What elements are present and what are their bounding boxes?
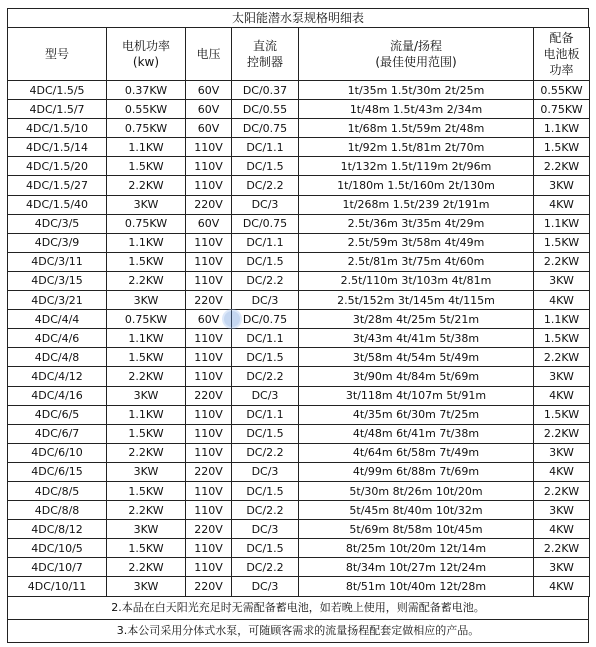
header-model: 型号: [8, 28, 107, 81]
table-row: [8, 520, 590, 539]
cell-model: 4DC/10/7: [8, 558, 107, 577]
cell-model: 4DC/3/9: [8, 233, 107, 252]
cell-flow-head: 1t/35m 1.5t/30m 2t/25m: [299, 81, 534, 100]
header-voltage: 电压: [186, 28, 232, 81]
cell-voltage: 220V: [186, 195, 232, 214]
cell-voltage: 60V: [186, 310, 232, 329]
cell-flow-head: 3t/90m 4t/84m 5t/69m: [299, 367, 534, 386]
cell-dc-controller: DC/1.1: [232, 405, 299, 424]
cell-dc-controller: DC/0.75: [232, 310, 299, 329]
table-row: [8, 558, 590, 577]
cell-flow-head: 3t/43m 4t/41m 5t/38m: [299, 329, 534, 348]
cell-flow-head: 2.5t/59m 3t/58m 4t/49m: [299, 233, 534, 252]
header-motor-power: 电机功率 (kw): [107, 28, 186, 81]
cell-motor-power: 0.55KW: [107, 100, 186, 119]
cell-motor-power: 1.5KW: [107, 539, 186, 558]
cell-flow-head: 1t/180m 1.5t/160m 2t/130m: [299, 176, 534, 195]
cell-flow-head: 4t/48m 6t/41m 7t/38m: [299, 424, 534, 443]
cell-voltage: 60V: [186, 119, 232, 138]
cell-voltage: 110V: [186, 558, 232, 577]
cell-panel-power: 3KW: [534, 558, 590, 577]
cell-voltage: 60V: [186, 214, 232, 233]
cell-voltage: 110V: [186, 176, 232, 195]
cell-model: 4DC/1.5/14: [8, 138, 107, 157]
cell-model: 4DC/6/10: [8, 443, 107, 462]
cell-dc-controller: DC/2.2: [232, 176, 299, 195]
cell-panel-power: 4KW: [534, 386, 590, 405]
cell-model: 4DC/3/15: [8, 271, 107, 290]
cell-motor-power: 3KW: [107, 577, 186, 596]
cell-motor-power: 3KW: [107, 462, 186, 481]
spec-table: [7, 27, 590, 597]
table-row: [8, 119, 590, 138]
cell-voltage: 110V: [186, 405, 232, 424]
cell-model: 4DC/6/15: [8, 462, 107, 481]
cell-dc-controller: DC/3: [232, 577, 299, 596]
cell-dc-controller: DC/1.5: [232, 252, 299, 271]
table-row: [8, 157, 590, 176]
table-row: [8, 329, 590, 348]
cell-flow-head: 2.5t/152m 3t/145m 4t/115m: [299, 291, 534, 310]
cell-dc-controller: DC/1.5: [232, 424, 299, 443]
cell-panel-power: 1.1KW: [534, 119, 590, 138]
cell-model: 4DC/1.5/27: [8, 176, 107, 195]
table-row: [8, 577, 590, 596]
cell-flow-head: 3t/58m 4t/54m 5t/49m: [299, 348, 534, 367]
cell-model: 4DC/1.5/40: [8, 195, 107, 214]
cell-voltage: 60V: [186, 100, 232, 119]
cell-panel-power: 3KW: [534, 501, 590, 520]
table-row: [8, 424, 590, 443]
cell-panel-power: 2.2KW: [534, 424, 590, 443]
cell-model: 4DC/6/7: [8, 424, 107, 443]
cell-dc-controller: DC/1.5: [232, 481, 299, 500]
table-row: [8, 252, 590, 271]
cell-model: 4DC/1.5/5: [8, 81, 107, 100]
cell-flow-head: 8t/34m 10t/27m 12t/24m: [299, 558, 534, 577]
spec-sheet: [7, 8, 589, 643]
cell-flow-head: 5t/45m 8t/40m 10t/32m: [299, 501, 534, 520]
cell-dc-controller: DC/1.1: [232, 138, 299, 157]
cell-flow-head: 8t/51m 10t/40m 12t/28m: [299, 577, 534, 596]
table-row: [8, 501, 590, 520]
cell-motor-power: 3KW: [107, 291, 186, 310]
cell-dc-controller: DC/0.75: [232, 214, 299, 233]
cell-motor-power: 3KW: [107, 195, 186, 214]
cell-flow-head: 8t/25m 10t/20m 12t/14m: [299, 539, 534, 558]
cell-voltage: 60V: [186, 81, 232, 100]
cell-dc-controller: DC/3: [232, 195, 299, 214]
cell-dc-controller: DC/1.5: [232, 539, 299, 558]
cell-panel-power: 4KW: [534, 291, 590, 310]
cell-model: 4DC/4/12: [8, 367, 107, 386]
cell-model: 4DC/10/5: [8, 539, 107, 558]
cell-motor-power: 2.2KW: [107, 176, 186, 195]
cell-panel-power: 1.5KW: [534, 233, 590, 252]
cell-panel-power: 3KW: [534, 176, 590, 195]
cell-panel-power: 2.2KW: [534, 157, 590, 176]
cell-dc-controller: DC/1.1: [232, 329, 299, 348]
cell-dc-controller: DC/2.2: [232, 271, 299, 290]
cell-flow-head: 1t/92m 1.5t/81m 2t/70m: [299, 138, 534, 157]
cell-motor-power: 1.1KW: [107, 329, 186, 348]
cell-voltage: 110V: [186, 157, 232, 176]
cell-panel-power: 3KW: [534, 443, 590, 462]
cell-dc-controller: DC/2.2: [232, 367, 299, 386]
cell-panel-power: 2.2KW: [534, 252, 590, 271]
cell-voltage: 220V: [186, 520, 232, 539]
cell-voltage: 220V: [186, 462, 232, 481]
table-body: [8, 81, 590, 597]
cell-model: 4DC/4/8: [8, 348, 107, 367]
cell-voltage: 110V: [186, 501, 232, 520]
cell-voltage: 110V: [186, 252, 232, 271]
cell-voltage: 110V: [186, 233, 232, 252]
table-row: [8, 195, 590, 214]
cell-dc-controller: DC/2.2: [232, 558, 299, 577]
cell-voltage: 110V: [186, 424, 232, 443]
cell-panel-power: 1.5KW: [534, 329, 590, 348]
cell-motor-power: 0.75KW: [107, 119, 186, 138]
table-row: [8, 291, 590, 310]
cell-model: 4DC/8/5: [8, 481, 107, 500]
note-battery: 2.本品在白天阳光充足时无需配备蓄电池，如若晚上使用，则需配备蓄电池。: [111, 600, 485, 614]
table-row: [8, 214, 590, 233]
cell-flow-head: 2.5t/110m 3t/103m 4t/81m: [299, 271, 534, 290]
cell-dc-controller: DC/3: [232, 462, 299, 481]
cell-voltage: 110V: [186, 138, 232, 157]
table-row: [8, 443, 590, 462]
cell-panel-power: 4KW: [534, 577, 590, 596]
cell-panel-power: 2.2KW: [534, 481, 590, 500]
cell-dc-controller: DC/0.55: [232, 100, 299, 119]
table-row: [8, 138, 590, 157]
cell-panel-power: 2.2KW: [534, 539, 590, 558]
cell-motor-power: 2.2KW: [107, 367, 186, 386]
cell-panel-power: 1.1KW: [534, 214, 590, 233]
cell-motor-power: 1.5KW: [107, 481, 186, 500]
cell-voltage: 110V: [186, 539, 232, 558]
cell-motor-power: 2.2KW: [107, 271, 186, 290]
cell-model: 4DC/4/6: [8, 329, 107, 348]
table-row: [8, 100, 590, 119]
cell-motor-power: 2.2KW: [107, 501, 186, 520]
cell-dc-controller: DC/3: [232, 291, 299, 310]
cell-flow-head: 3t/118m 4t/107m 5t/91m: [299, 386, 534, 405]
cell-panel-power: 3KW: [534, 271, 590, 290]
cell-motor-power: 1.1KW: [107, 138, 186, 157]
table-row: [8, 462, 590, 481]
cell-voltage: 110V: [186, 329, 232, 348]
cell-panel-power: 4KW: [534, 520, 590, 539]
table-row: [8, 405, 590, 424]
cell-motor-power: 1.1KW: [107, 405, 186, 424]
cell-dc-controller: DC/1.5: [232, 157, 299, 176]
table-row: [8, 348, 590, 367]
cell-model: 4DC/8/12: [8, 520, 107, 539]
cell-model: 4DC/4/4: [8, 310, 107, 329]
cell-flow-head: 1t/132m 1.5t/119m 2t/96m: [299, 157, 534, 176]
cell-motor-power: 3KW: [107, 386, 186, 405]
cell-flow-head: 1t/48m 1.5t/43m 2/34m: [299, 100, 534, 119]
cell-voltage: 110V: [186, 348, 232, 367]
cell-panel-power: 0.55KW: [534, 81, 590, 100]
cell-motor-power: 0.75KW: [107, 310, 186, 329]
cell-flow-head: 5t/69m 8t/58m 10t/45m: [299, 520, 534, 539]
cell-voltage: 220V: [186, 386, 232, 405]
header-flow-head: 流量/扬程 (最佳使用范围): [299, 28, 534, 81]
cell-dc-controller: DC/1.5: [232, 348, 299, 367]
cell-voltage: 110V: [186, 443, 232, 462]
cell-motor-power: 2.2KW: [107, 443, 186, 462]
cell-model: 4DC/1.5/20: [8, 157, 107, 176]
cell-motor-power: 0.37KW: [107, 81, 186, 100]
notes: [7, 597, 589, 643]
cell-flow-head: 1t/68m 1.5t/59m 2t/48m: [299, 119, 534, 138]
cell-voltage: 110V: [186, 271, 232, 290]
cell-model: 4DC/4/16: [8, 386, 107, 405]
cell-flow-head: 3t/28m 4t/25m 5t/21m: [299, 310, 534, 329]
cell-model: 4DC/1.5/7: [8, 100, 107, 119]
cell-flow-head: 4t/35m 6t/30m 7t/25m: [299, 405, 534, 424]
table-row: [8, 481, 590, 500]
cell-model: 4DC/3/11: [8, 252, 107, 271]
table-row: [8, 539, 590, 558]
cell-motor-power: 1.5KW: [107, 252, 186, 271]
cell-flow-head: 1t/268m 1.5t/239 2t/191m: [299, 195, 534, 214]
cell-flow-head: 5t/30m 8t/26m 10t/20m: [299, 481, 534, 500]
table-title: 太阳能潜水泵规格明细表: [7, 8, 589, 27]
table-row: [8, 176, 590, 195]
cell-voltage: 110V: [186, 367, 232, 386]
cell-dc-controller: DC/0.75: [232, 119, 299, 138]
cell-model: 4DC/6/5: [8, 405, 107, 424]
cell-model: 4DC/3/5: [8, 214, 107, 233]
cell-motor-power: 3KW: [107, 520, 186, 539]
cell-model: 4DC/3/21: [8, 291, 107, 310]
cell-dc-controller: DC/2.2: [232, 501, 299, 520]
cell-motor-power: 1.5KW: [107, 348, 186, 367]
table-row: [8, 386, 590, 405]
cell-motor-power: 1.1KW: [107, 233, 186, 252]
cell-panel-power: 2.2KW: [534, 348, 590, 367]
cell-voltage: 110V: [186, 481, 232, 500]
cell-flow-head: 4t/64m 6t/58m 7t/49m: [299, 443, 534, 462]
cell-dc-controller: DC/3: [232, 520, 299, 539]
cell-dc-controller: DC/3: [232, 386, 299, 405]
cell-voltage: 220V: [186, 577, 232, 596]
cell-motor-power: 1.5KW: [107, 157, 186, 176]
cell-panel-power: 3KW: [534, 367, 590, 386]
cell-motor-power: 1.5KW: [107, 424, 186, 443]
table-row: [8, 233, 590, 252]
table-row: [8, 271, 590, 290]
cell-motor-power: 2.2KW: [107, 558, 186, 577]
cell-dc-controller: DC/0.37: [232, 81, 299, 100]
cell-panel-power: 4KW: [534, 462, 590, 481]
table-row: [8, 310, 590, 329]
cell-panel-power: 4KW: [534, 195, 590, 214]
cell-model: 4DC/1.5/10: [8, 119, 107, 138]
table-row: [8, 81, 590, 100]
cell-model: 4DC/10/11: [8, 577, 107, 596]
cell-panel-power: 1.5KW: [534, 405, 590, 424]
cell-voltage: 220V: [186, 291, 232, 310]
header-panel-power: 配备 电池板 功率: [534, 28, 590, 81]
cell-flow-head: 4t/99m 6t/88m 7t/69m: [299, 462, 534, 481]
header-dc-controller: 直流 控制器: [232, 28, 299, 81]
cell-flow-head: 2.5t/36m 3t/35m 4t/29m: [299, 214, 534, 233]
cell-panel-power: 1.5KW: [534, 138, 590, 157]
cell-panel-power: 1.1KW: [534, 310, 590, 329]
note-custom: 3.本公司采用分体式水泵，可随顾客需求的流量扬程配套定做相应的产品。: [8, 619, 588, 642]
cell-model: 4DC/8/8: [8, 501, 107, 520]
cell-dc-controller: DC/1.1: [232, 233, 299, 252]
table-row: [8, 367, 590, 386]
cell-flow-head: 2.5t/81m 3t/75m 4t/60m: [299, 252, 534, 271]
header-row: [8, 28, 590, 81]
cell-motor-power: 0.75KW: [107, 214, 186, 233]
cell-panel-power: 0.75KW: [534, 100, 590, 119]
cell-dc-controller: DC/2.2: [232, 443, 299, 462]
